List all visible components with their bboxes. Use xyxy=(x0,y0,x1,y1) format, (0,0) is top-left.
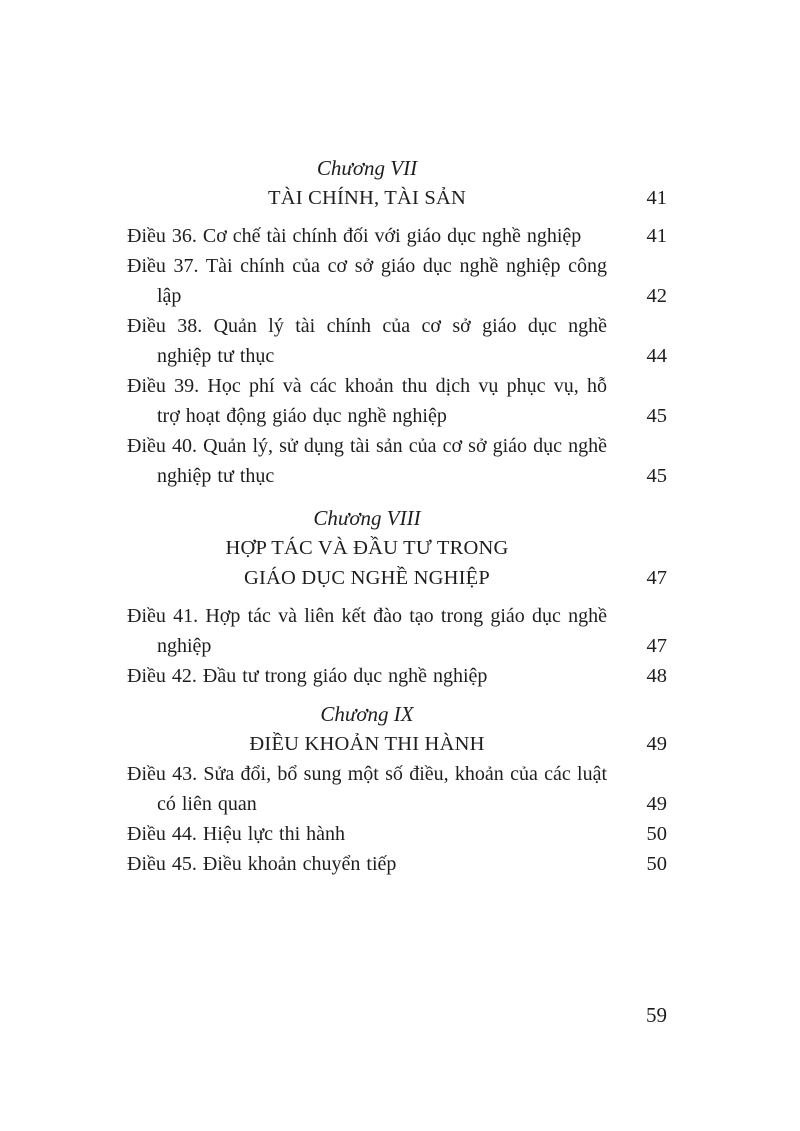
chapter-page-number: 49 xyxy=(646,733,667,755)
toc-entry-page-number: 44 xyxy=(646,345,667,367)
chapter-heading: Chương IX xyxy=(320,702,414,726)
chapter-title xyxy=(127,729,607,759)
toc-entry-text: Điều 40. Quản lý, sử dụng tài sản của cơ sở giáo dục nghề nghiệp tư thục xyxy=(127,435,607,487)
chapter-title xyxy=(127,183,607,213)
entry-list xyxy=(127,601,667,691)
toc-entry-text: Điều 39. Học phí và các khoản thu dịch vụ phục vụ, hỗ trợ hoạt động giáo dục nghề nghiệp xyxy=(127,375,607,427)
toc-entry-page-number: 50 xyxy=(646,823,667,845)
toc-section-chapter-9 xyxy=(127,699,667,879)
toc-entry xyxy=(127,849,667,879)
chapter-title-line: HỢP TÁC VÀ ĐẦU TƯ TRONG xyxy=(225,537,509,559)
toc-entry-text: Điều 44. Hiệu lực thi hành xyxy=(127,823,346,845)
chapter-heading: Chương VII xyxy=(316,156,418,180)
chapter-page-number: 47 xyxy=(646,567,667,589)
chapter-title xyxy=(127,533,607,593)
toc-entry xyxy=(127,759,667,819)
toc-entry xyxy=(127,251,667,311)
toc-section-chapter-7 xyxy=(127,153,667,491)
chapter-page-number: 41 xyxy=(646,187,667,209)
folio-page-number: 59 xyxy=(646,1003,667,1027)
chapter-title-row xyxy=(127,183,667,213)
toc-entry xyxy=(127,431,667,491)
toc-entry xyxy=(127,311,667,371)
toc-entry xyxy=(127,601,667,661)
chapter-title-row xyxy=(127,533,667,593)
toc-entry xyxy=(127,661,667,691)
chapter-title-row xyxy=(127,729,667,759)
toc-entry xyxy=(127,221,667,251)
toc-entry-text: Điều 38. Quản lý tài chính của cơ sở giáo dục nghề nghiệp tư thục xyxy=(127,315,607,367)
toc-entry-text: Điều 41. Hợp tác và liên kết đào tạo trong giáo dục nghề nghiệp xyxy=(127,605,607,657)
toc-entry-text: Điều 45. Điều khoản chuyển tiếp xyxy=(127,853,397,875)
chapter-heading: Chương VIII xyxy=(313,506,421,530)
toc-entry-page-number: 42 xyxy=(646,285,667,307)
entry-list xyxy=(127,221,667,491)
toc-entry-page-number: 50 xyxy=(646,853,667,875)
table-of-contents xyxy=(127,153,667,879)
toc-entry-text: Điều 36. Cơ chế tài chính đối với giáo dục nghề nghiệp xyxy=(127,225,582,247)
chapter-title-line: GIÁO DỤC NGHỀ NGHIỆP xyxy=(244,567,490,589)
toc-entry-page-number: 48 xyxy=(646,665,667,687)
toc-entry-page-number: 47 xyxy=(646,635,667,657)
entry-list xyxy=(127,759,667,879)
toc-entry-text: Điều 42. Đầu tư trong giáo dục nghề nghiệp xyxy=(127,665,488,687)
toc-entry-text: Điều 43. Sửa đổi, bổ sung một số điều, khoản của các luật có liên quan xyxy=(127,763,607,815)
toc-entry xyxy=(127,819,667,849)
toc-section-chapter-8 xyxy=(127,503,667,691)
toc-entry xyxy=(127,371,667,431)
toc-entry-page-number: 41 xyxy=(646,225,667,247)
toc-entry-page-number: 45 xyxy=(646,405,667,427)
chapter-title-line: ĐIỀU KHOẢN THI HÀNH xyxy=(249,733,485,755)
toc-entry-text: Điều 37. Tài chính của cơ sở giáo dục nghề nghiệp công lập xyxy=(127,255,607,307)
chapter-title-line: TÀI CHÍNH, TÀI SẢN xyxy=(268,187,466,209)
toc-entry-page-number: 49 xyxy=(646,793,667,815)
toc-entry-page-number: 45 xyxy=(646,465,667,487)
